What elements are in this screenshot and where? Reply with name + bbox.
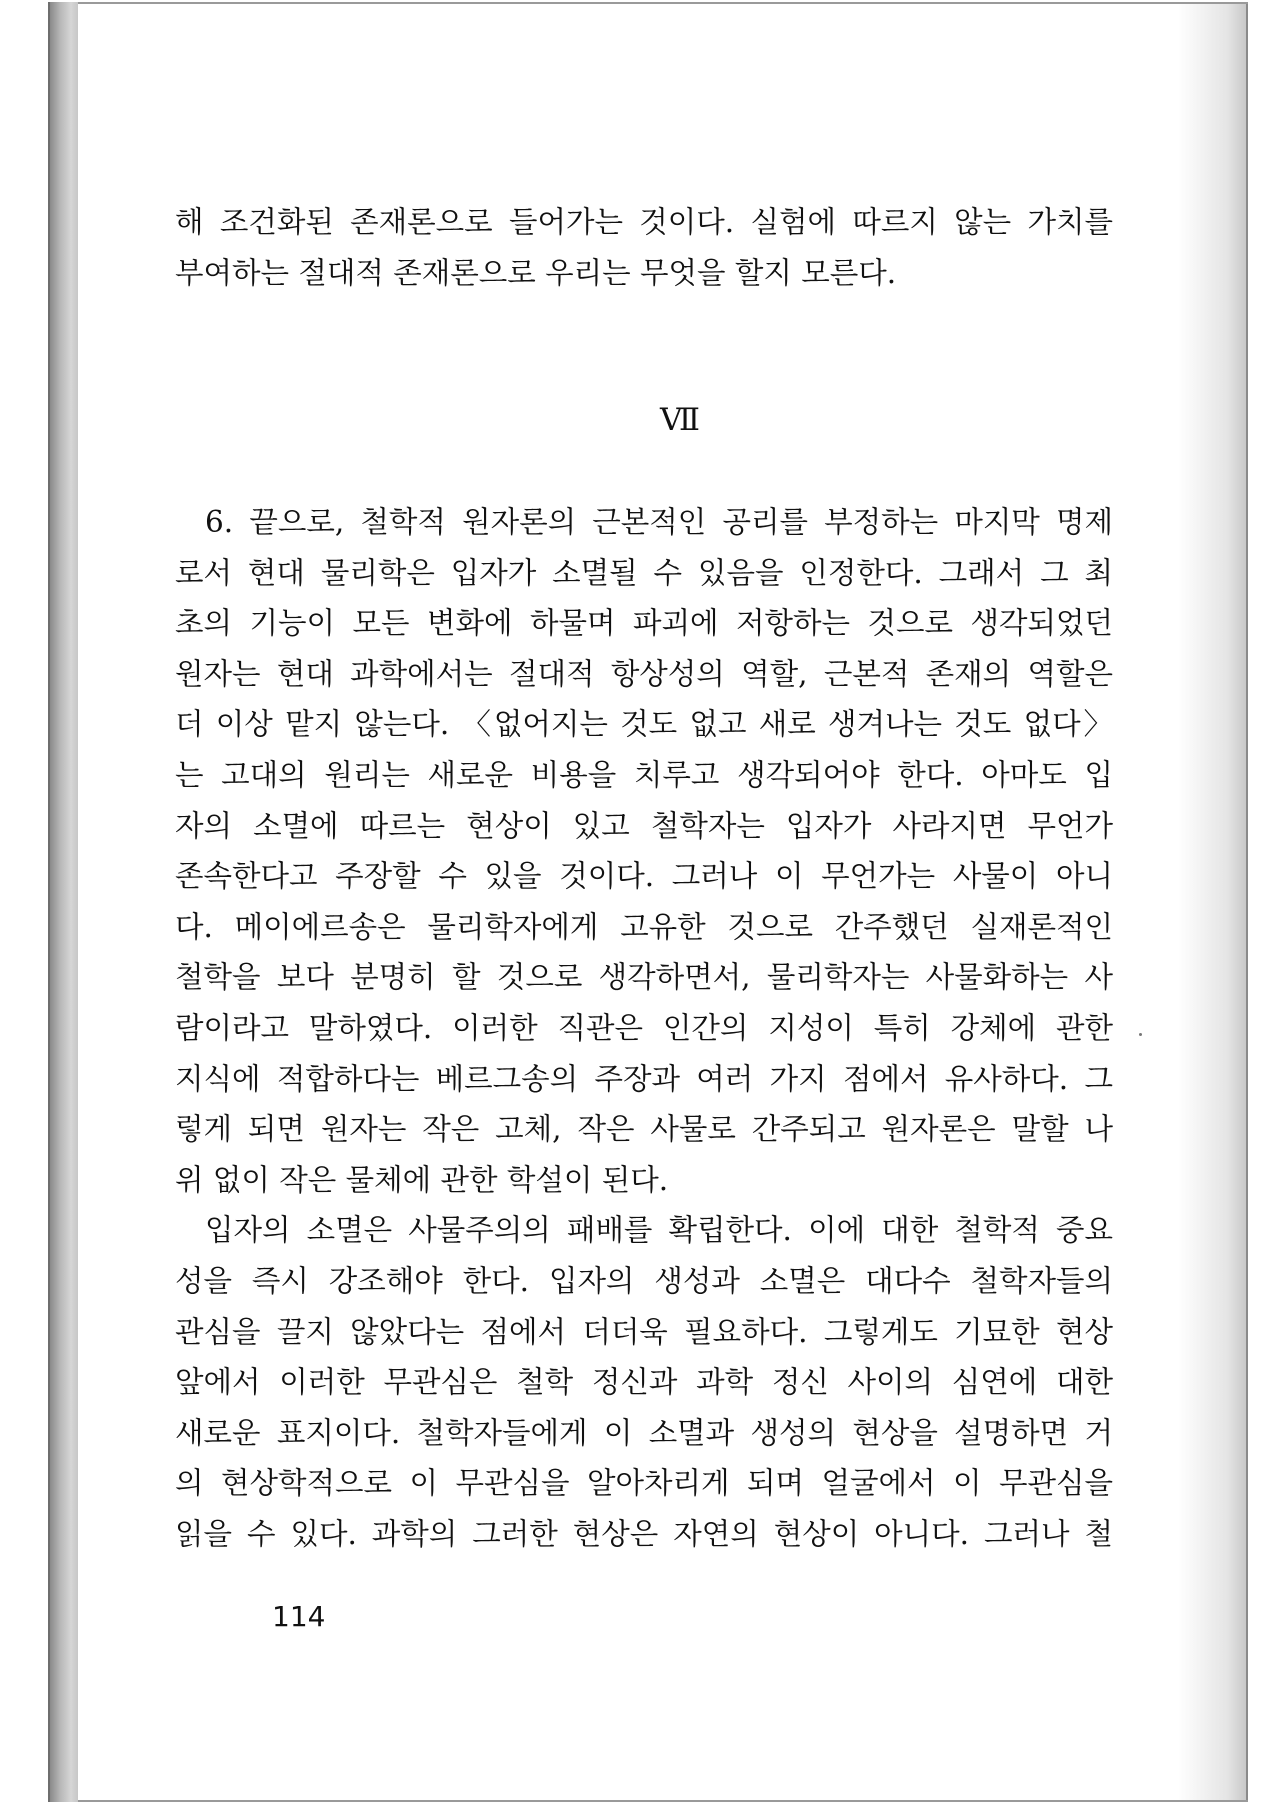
text-line: 앞에서 이러한 무관심은 철학 정신과 과학 정신 사이의 심연에 대한 xyxy=(175,1365,1113,1400)
scan-speck xyxy=(1139,1033,1142,1036)
text-line: 관심을 끌지 않았다는 점에서 더더욱 필요하다. 그렇게도 기묘한 현상 xyxy=(175,1314,1113,1349)
text-line: 초의 기능이 모든 변화에 하물며 파괴에 저항하는 것으로 생각되었던 xyxy=(175,606,1113,641)
section-heading: Ⅶ xyxy=(660,402,700,438)
text-line: 입자의 소멸은 사물주의의 패배를 확립한다. 이에 대한 철학적 중요 xyxy=(205,1213,1113,1248)
text-line: 렇게 되면 원자는 작은 고체, 작은 사물로 간주되고 원자론은 말할 나 xyxy=(175,1112,1113,1147)
text-line: 철학을 보다 분명히 할 것으로 생각하면서, 물리학자는 사물화하는 사 xyxy=(175,960,1113,995)
text-line: 해 조건화된 존재론으로 들어가는 것이다. 실험에 따르지 않는 가치를 xyxy=(175,205,1113,239)
page-curl-shadow xyxy=(1178,4,1248,1800)
page-number: 114 xyxy=(272,1600,326,1633)
text-line: 더 이상 맡지 않는다. 〈없어지는 것도 없고 새로 생겨나는 것도 없다〉 xyxy=(175,707,1113,742)
text-line: 6. 끝으로, 철학적 원자론의 근본적인 공리를 부정하는 마지막 명제 xyxy=(205,505,1113,539)
text-line: 람이라고 말하였다. 이러한 직관은 인간의 지성이 특히 강체에 관한 xyxy=(175,1010,1113,1045)
text-line: 의 현상학적으로 이 무관심을 알아차리게 되며 얼굴에서 이 무관심을 xyxy=(175,1466,1113,1501)
text-line: 는 고대의 원리는 새로운 비용을 치루고 생각되어야 한다. 아마도 입 xyxy=(175,757,1113,792)
text-line: 위 없이 작은 물체에 관한 학설이 된다. xyxy=(175,1162,669,1197)
text-line: 읽을 수 있다. 과학의 그러한 현상은 자연의 현상이 아니다. 그러나 철 xyxy=(175,1516,1113,1551)
text-line: 지식에 적합하다는 베르그송의 주장과 여러 가지 점에서 유사하다. 그 xyxy=(175,1061,1113,1096)
top-paragraph xyxy=(175,197,1113,298)
text-line: 원자는 현대 과학에서는 절대적 항상성의 역할, 근본적 존재의 역할은 xyxy=(175,656,1113,691)
text-line: 존속한다고 주장할 수 있을 것이다. 그러나 이 무언가는 사물이 아니 xyxy=(175,859,1113,894)
text-line: 부여하는 절대적 존재론으로 우리는 무엇을 할지 모른다. xyxy=(175,255,897,290)
text-line: 다. 메이에르송은 물리학자에게 고유한 것으로 간주했던 실재론적인 xyxy=(175,909,1113,944)
text-line: 성을 즉시 강조해야 한다. 입자의 생성과 소멸은 대다수 철학자들의 xyxy=(175,1263,1113,1298)
text-line: 로서 현대 물리학은 입자가 소멸될 수 있음을 인정한다. 그래서 그 최 xyxy=(175,555,1113,590)
page-edge xyxy=(1246,4,1248,1800)
body-text xyxy=(175,497,1113,1559)
book-spine xyxy=(48,2,80,1802)
text-line: 새로운 표지이다. 철학자들에게 이 소멸과 생성의 현상을 설명하면 거 xyxy=(175,1415,1113,1450)
text-line: 자의 소멸에 따르는 현상이 있고 철학자는 입자가 사라지면 무언가 xyxy=(175,808,1113,843)
